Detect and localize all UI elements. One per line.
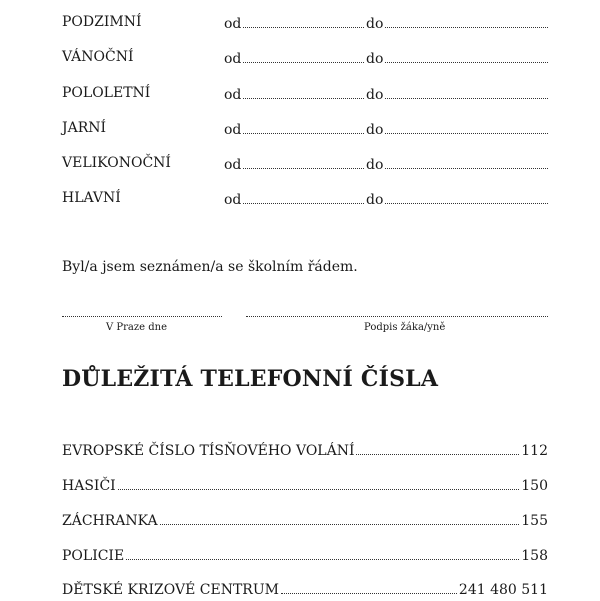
from-dotted-line xyxy=(243,14,364,28)
to-dotted-line xyxy=(385,190,548,204)
to-dotted-line xyxy=(385,155,548,169)
date-dotted-line[interactable] xyxy=(62,316,222,317)
from-label: od xyxy=(224,51,242,67)
vacation-to-field[interactable] xyxy=(366,14,548,32)
phone-number: 150 xyxy=(521,478,548,494)
phone-row xyxy=(62,442,548,462)
from-label: od xyxy=(224,87,242,103)
from-dotted-line xyxy=(243,85,364,99)
vacation-from-field[interactable] xyxy=(224,85,364,103)
leader-dots xyxy=(126,547,519,560)
phone-name: HASIČI xyxy=(62,478,116,494)
phone-row xyxy=(62,512,548,532)
leader-dots xyxy=(281,581,457,594)
phone-name: DĚTSKÉ KRIZOVÉ CENTRUM xyxy=(62,582,279,598)
phone-number: 241 480 511 xyxy=(458,582,548,598)
phone-number: 158 xyxy=(521,548,548,564)
from-label: od xyxy=(224,192,242,208)
vacation-to-field[interactable] xyxy=(366,190,548,208)
phone-name: ZÁCHRANKA xyxy=(62,513,158,529)
vacation-name: VELIKONOČNÍ xyxy=(62,155,171,171)
vacation-row xyxy=(62,155,548,175)
phone-number: 112 xyxy=(521,443,548,459)
signature-label: Podpis žáka/yně xyxy=(364,322,446,333)
phone-name: EVROPSKÉ ČÍSLO TÍSŇOVÉHO VOLÁNÍ xyxy=(62,443,355,459)
vacation-to-field[interactable] xyxy=(366,120,548,138)
from-label: od xyxy=(224,122,242,138)
phone-number: 155 xyxy=(521,513,548,529)
from-dotted-line xyxy=(243,190,364,204)
vacation-to-field[interactable] xyxy=(366,155,548,173)
to-label: do xyxy=(366,16,384,32)
vacation-from-field[interactable] xyxy=(224,155,364,173)
from-label: od xyxy=(224,157,242,173)
phones-heading: DŮLEŽITÁ TELEFONNÍ ČÍSLA xyxy=(62,366,439,392)
signature-dotted-line[interactable] xyxy=(246,316,548,317)
school-rules-statement: Byl/a jsem seznámen/a se školním řádem. xyxy=(62,259,358,275)
to-dotted-line xyxy=(385,120,548,134)
to-dotted-line xyxy=(385,85,548,99)
leader-dots xyxy=(356,442,519,455)
from-dotted-line xyxy=(243,155,364,169)
vacation-row xyxy=(62,85,548,105)
from-dotted-line xyxy=(243,120,364,134)
to-dotted-line xyxy=(385,49,548,63)
vacation-row xyxy=(62,14,548,34)
vacation-from-field[interactable] xyxy=(224,190,364,208)
phone-name: POLICIE xyxy=(62,548,125,564)
phone-row xyxy=(62,547,548,567)
vacation-row xyxy=(62,120,548,140)
vacation-from-field[interactable] xyxy=(224,14,364,32)
vacation-row xyxy=(62,49,548,69)
vacation-row xyxy=(62,190,548,210)
vacation-name: VÁNOČNÍ xyxy=(62,49,134,65)
to-label: do xyxy=(366,87,384,103)
vacation-from-field[interactable] xyxy=(224,120,364,138)
vacation-from-field[interactable] xyxy=(224,49,364,67)
to-label: do xyxy=(366,157,384,173)
vacation-name: HLAVNÍ xyxy=(62,190,121,206)
place-date-label: V Praze dne xyxy=(106,322,167,333)
leader-dots xyxy=(118,477,520,490)
vacation-name: JARNÍ xyxy=(62,120,107,136)
vacation-name: PODZIMNÍ xyxy=(62,14,142,30)
to-label: do xyxy=(366,51,384,67)
to-label: do xyxy=(366,122,384,138)
from-dotted-line xyxy=(243,49,364,63)
vacation-to-field[interactable] xyxy=(366,49,548,67)
vacation-to-field[interactable] xyxy=(366,85,548,103)
phone-row xyxy=(62,581,548,601)
to-label: do xyxy=(366,192,384,208)
leader-dots xyxy=(160,512,520,525)
phone-row xyxy=(62,477,548,497)
from-label: od xyxy=(224,16,242,32)
to-dotted-line xyxy=(385,14,548,28)
vacation-name: POLOLETNÍ xyxy=(62,85,151,101)
